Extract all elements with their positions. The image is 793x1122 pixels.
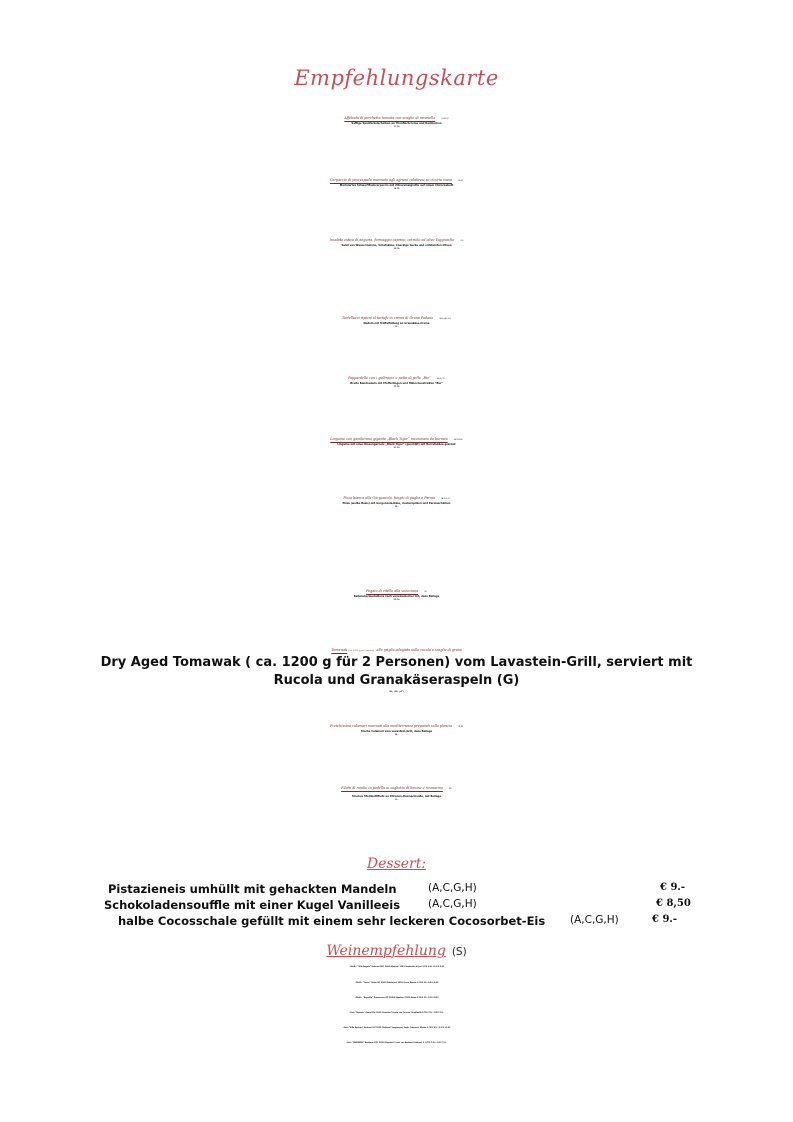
wine-line: ~Rot~”Villa Antinori” Antinori IGT 2023 (Toskana) Sangiovese, Sirah, Cabernet, Merlot 0,75l € 40,- /0,2l € 12,50 xyxy=(342,1027,451,1029)
dish-description: Pizza (weiße Basis) mit Gorgonzola-Käse, Austernpilzen und Parmaschinken xyxy=(342,502,451,505)
dessert-price: € 9.- xyxy=(660,882,686,893)
wine-line: ~Weiß~ “Roycello” Tormaresca IGT 20254 (Apulien) 100% Fiano 0,75l € 30- /0,2l € 8,50 xyxy=(354,997,439,999)
dish-allergens: (A,G,D,B) xyxy=(453,439,463,441)
dessert-allergens: (A,C,G,H) xyxy=(428,882,477,894)
dessert-name: Schokoladensouffle mit einer Kugel Vanilleeis xyxy=(104,898,401,912)
dish-italian-name: Fegato di vitello alla veneziana xyxy=(366,589,419,593)
dessert-price: € 8,50 xyxy=(656,898,691,909)
dish-item xyxy=(0,589,793,601)
wine-line: ~Weiß~ “Greco” Statti IGT 2025 (Kalabrien) 100% Greco Bianco 0,75l € 30- /0,2l € 8,50 xyxy=(354,982,439,984)
dessert-heading: Dessert: xyxy=(366,856,427,872)
wine-line: ~Rot~”DUEDIDUE” Bonfante DOC 2018 (Piemont) Cuvée von Barbera-Cabernet S. 0,75l € 35,- /0,2l € 10,- xyxy=(345,1042,447,1044)
dish-allergens: (D,H) xyxy=(457,180,464,182)
dish-allergens: (A,G,1,2) xyxy=(441,498,450,500)
page-title: Empfehlungskarte xyxy=(294,66,499,90)
dish-italian-name: Freschissimi calamari marinati alla mediterranea preparati sulla plancia xyxy=(329,724,453,728)
dish-price: 19,50 xyxy=(393,386,400,388)
dessert-allergens: (A,C,G,H) xyxy=(570,914,619,926)
dish-price: 29,50 xyxy=(393,599,400,601)
dish-allergens: (G) xyxy=(460,240,464,242)
dish-price: 33,- xyxy=(394,799,399,801)
dish-allergens: (A,G,C,I) xyxy=(436,378,445,380)
dish-italian-name: Filetti di rombo in padella in sughetto di limone e rosmarino xyxy=(341,786,443,790)
dish-allergens: (D,N) xyxy=(458,726,464,728)
dish-description: frisches Steinbuttfilets an Zitronen-Rosmarinsoße, mit Beilage xyxy=(351,795,442,798)
dish-description: Linguine mit einer Riesengarnele „Black Tiger“ (geschält) mit Burratakäse gekrönt xyxy=(337,443,456,446)
dish-price: 15,50 xyxy=(393,126,400,128)
dish-allergens: (S) xyxy=(424,591,427,593)
dish-allergens: (G,D,I,J) xyxy=(441,118,449,120)
dish-price: 25,50 xyxy=(393,447,400,449)
dish-italian-note: ( ca. 1200 g per 2 persone ) xyxy=(348,650,376,652)
wine-line: ~Weiß~ “Villa Angela” Velenosi DOC 2024 (Marken) 100% Verdicchio di Jesi 0,75l € 30- /0,2l € 8,50 xyxy=(349,966,444,968)
dish-item xyxy=(0,437,793,449)
dish-price: 80,- (40,- p.P) xyxy=(389,691,404,693)
dish-italian-name: Affettato di porchetta tonnata con scaglie di ravanello xyxy=(344,116,436,120)
dish-price: 30,- xyxy=(394,734,399,736)
dish-description: Breite Bandnudeln mit Pfefferlingen und Hähnchenstreifen “Bio” xyxy=(350,382,443,385)
wine-heading: Weinempfehlung (S) xyxy=(326,943,467,959)
dessert-allergens: (A,C,G,H) xyxy=(428,898,477,910)
dish-price: 18,- xyxy=(394,506,399,508)
dish-description: frische Calamari vom Lavastein-Grill, dazu Beilage xyxy=(360,730,433,733)
dish-italian-name-cont: alla griglia adagiata sulla rucola e scaglie di grana xyxy=(376,648,462,652)
dish-italian-name: Pappardelle con i gallinacci e petto di pollo „Bio“ xyxy=(348,376,431,380)
wine-line: ~Rot~”Ripasso” Zonin DOC 2022 (Venetien) Cuvée von Corvina, Rondinella 0,75l € 35,- /0,2l € 10,- xyxy=(349,1012,444,1014)
dish-description: Nudeln mit Trüffelfüllung an Granakäse-Creme xyxy=(363,322,430,325)
dessert-name: halbe Cocosschale gefüllt mit einem sehr leckeren Cocosorbet-Eis xyxy=(118,914,546,928)
dish-italian-name: Tortellacci ripieni al tartufo in crema di Grana Padano xyxy=(341,316,434,320)
dessert-name: Pistazieneis umhüllt mit gehackten Mandeln xyxy=(108,882,397,896)
dish-item xyxy=(0,238,793,250)
dish-description: Kalbslebermedaillons nach venezianischer Art, dazu Beilage xyxy=(353,595,440,598)
dish-description: Mariniertes Schwertfischcarpaccio mit Zitrusvinaigrette auf rotem Chicoréebett xyxy=(339,184,454,187)
dessert-price: € 9.- xyxy=(652,914,678,925)
dish-item xyxy=(0,316,793,328)
dish-item xyxy=(0,786,793,801)
dish-description: Dry Aged Tomawak ( ca. 1200 g für 2 Personen) vom Lavastein-Grill, serviert mit Rucola und Granakäseraspeln (G) xyxy=(100,655,693,688)
dish-price: 16,50 xyxy=(393,188,400,190)
dish-italian-name: Carpaccio di pescespada marinato agli agrumi calabresi su cicoria rossa xyxy=(329,178,452,182)
dish-price: 19,- xyxy=(394,326,399,328)
dish-item xyxy=(0,178,793,190)
dish-description: Salat von Wassermelone, Schafskäse, knackige Gurke und entsteinten Oliven xyxy=(341,244,452,247)
wine-heading-allergens: (S) xyxy=(451,946,467,958)
dish-item xyxy=(0,724,793,736)
dish-item xyxy=(0,496,793,508)
dish-italian-name: Linguine con gamberone gigante „Black Tiger“ incoronato da burrata xyxy=(330,437,448,441)
dish-italian-name: Tomawak xyxy=(331,648,348,652)
dish-price: 14,50 xyxy=(393,248,400,250)
dish-italian-name: Insalata estiva di anguria, formaggio caprino, cetriolo ed olive Taggiasche xyxy=(329,238,455,242)
dish-allergens: (D) xyxy=(448,788,452,790)
dish-italian-name: Pizza bianca alla Gorgonzola, funghi di paglia e Parma xyxy=(343,496,436,500)
dish-item xyxy=(0,116,793,128)
dish-item xyxy=(0,376,793,388)
dish-item xyxy=(0,648,793,693)
dish-description: Saftige Spanferkelscheiben an Thunfischcreme und Radieschen xyxy=(351,122,442,125)
dish-allergens: (A,G,I,J,N,F,2,3) xyxy=(439,319,451,320)
